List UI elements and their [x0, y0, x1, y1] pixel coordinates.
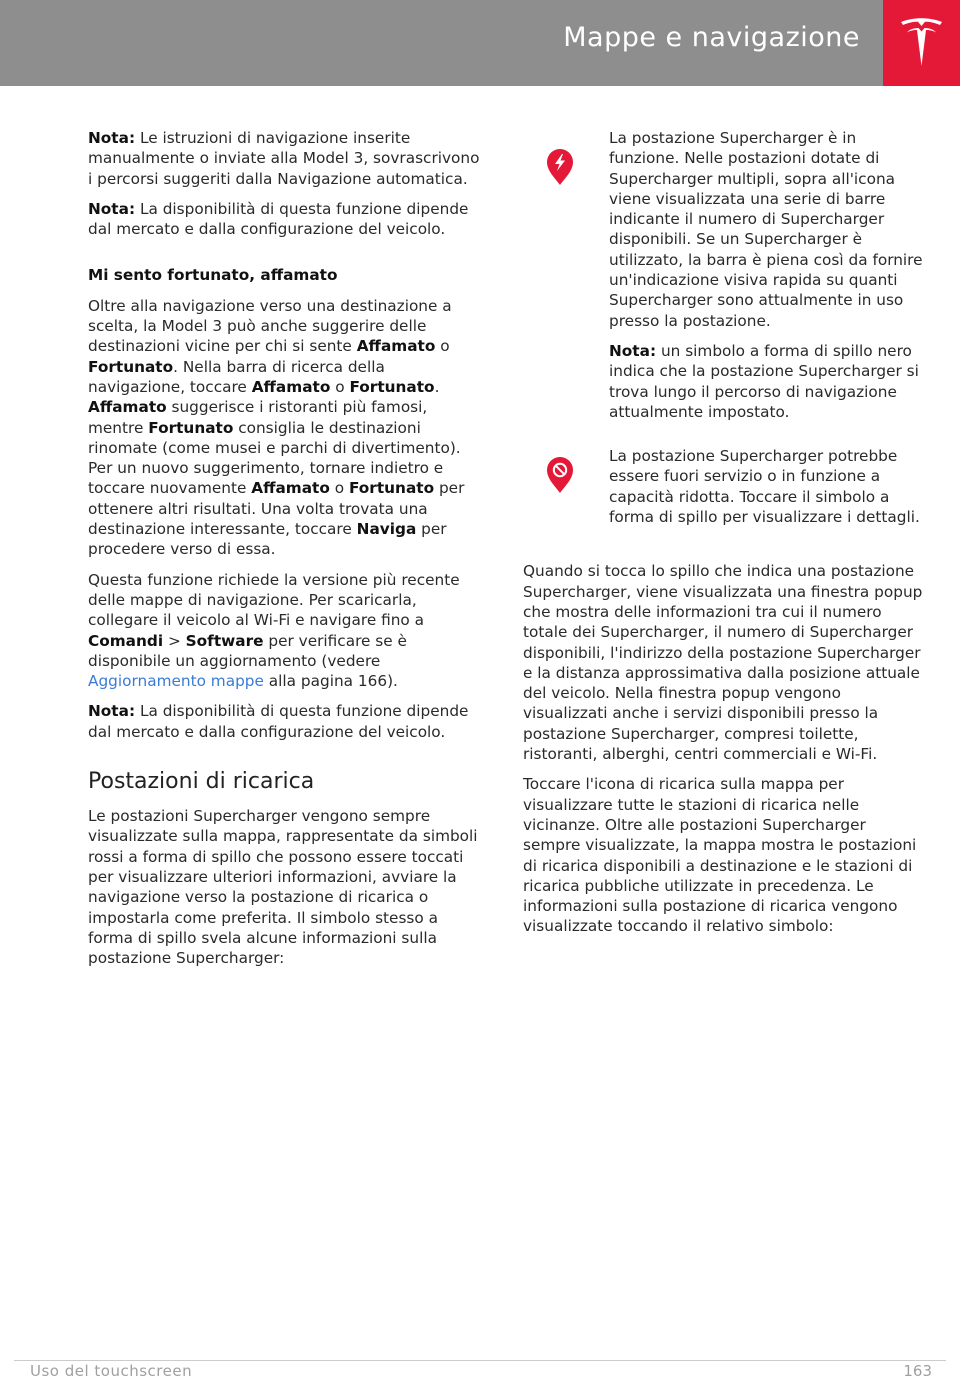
bold-term: Affamato	[88, 398, 167, 417]
note-text: La disponibilità di questa funzione dipende dal mercato e dalla configurazione del veicolo.	[88, 199, 469, 239]
bold-term: Affamato	[356, 337, 436, 356]
bold-term: Software	[185, 631, 264, 650]
note-text: La disponibilità di questa funzione dipende dal mercato e dalla configurazione del veicolo.	[88, 702, 469, 741]
text: o	[435, 337, 450, 356]
icon-text	[609, 446, 923, 537]
text: .	[434, 377, 440, 396]
text: o	[330, 377, 350, 396]
footer-divider	[14, 1360, 946, 1361]
note-paragraph	[88, 128, 480, 189]
text: per procedere verso di essa.	[88, 520, 447, 559]
note-text: un simbolo a forma di spillo nero indica che la postazione Supercharger si trova lungo il percorso di navigazione attualmente impostato.	[609, 341, 919, 421]
note-label: Nota:	[88, 129, 136, 147]
section-title-charging-locations: Postazioni di ricarica	[88, 769, 315, 795]
text: . Nella barra di ricerca della navigazione, toccare	[88, 357, 385, 396]
right-column	[523, 128, 923, 947]
icon-description: La postazione Supercharger è in funzione. Nelle postazioni dotate di Supercharger multipli, sopra all'icona viene visualizzata una serie di barre indicante il numero di Supercharger disponibili. Se un Supercharger è utilizzato, la barra è piena così da fornire un'indicazione visiva rapida su quanti Supercharger sono attualmente in uso presso la postazione.	[609, 129, 923, 330]
icon-description: La postazione Supercharger potrebbe essere fuori servizio o in funzione a capacità ridotta. Toccare il simbolo a forma di spillo per visualizzare i dettagli.	[609, 447, 920, 527]
body-paragraph	[88, 296, 480, 560]
supercharger-pin-icon	[545, 148, 575, 186]
body-paragraph: Quando si tocca lo spillo che indica una postazione Supercharger, viene visualizzata una finestra popup che mostra delle informazioni tra cui il numero totale dei Supercharger, il numero di Supercharger disponibili, l'indirizzo della postazione Supercharger e la distanza approssimativa dalla posizione attuale del veicolo. Nella finestra popup vengono visualizzati anche i servizi disponibili presso la postazione Supercharger, compresi toilette, ristoranti, alberghi, centri commerciali e Wi-Fi.	[523, 562, 923, 764]
icon-description-row	[523, 446, 923, 537]
bold-term: Comandi	[88, 631, 164, 650]
note-paragraph	[609, 341, 923, 422]
body-paragraph	[88, 570, 480, 692]
page-number: 163	[903, 1362, 932, 1380]
text: consiglia le destinazioni rinomate (come musei e parchi di divertimento). Per un nuovo suggerimento, tornare indietro e toccare nuovamente	[88, 418, 461, 498]
bold-term: Affamato	[251, 377, 331, 396]
footer-section-name: Uso del touchscreen	[30, 1362, 193, 1380]
bold-term: Affamato	[251, 479, 330, 498]
text: alla pagina 166).	[263, 672, 398, 691]
icon-description-row	[523, 128, 923, 432]
chapter-title: Mappe e navigazione	[563, 22, 860, 53]
text: per ottenere altri risultati. Una volta trovata una destinazione interessante, toccare	[88, 479, 465, 539]
body-paragraph: Le postazioni Supercharger vengono sempre visualizzate sulla mappa, rappresentate da simboli rossi a forma di spillo che possono essere toccati per visualizzare ulteriori informazioni, avviare la navigazione verso la postazione di ricarica o impostarla come preferita. Il simbolo stesso a forma di spillo svela alcune informazioni sulla postazione Supercharger:	[88, 807, 478, 968]
bold-term: Fortunato	[88, 357, 174, 376]
note-paragraph	[88, 199, 480, 240]
note-label: Nota:	[609, 341, 657, 360]
text: Questa funzione richiede la versione più recente delle mappe di navigazione. Per scaricarla, collegare il veicolo al Wi-Fi e navigare fino a	[88, 570, 460, 630]
bold-term: Naviga	[356, 520, 417, 539]
subheading-lucky-hungry: Mi sento fortunato, affamato	[88, 266, 338, 285]
supercharger-limited-pin-icon	[545, 456, 575, 494]
brand-logo-box	[883, 0, 960, 86]
text: Oltre alla navigazione verso una destinazione a scelta, la Model 3 può anche suggerire delle destinazioni vicine per chi si sente	[88, 296, 452, 356]
text: o	[329, 479, 349, 498]
body-paragraph: Toccare l'icona di ricarica sulla mappa per visualizzare tutte le stazioni di ricarica nelle vicinanze. Oltre alle postazioni Supercharger sempre visualizzate, la mappa mostra le postazioni di ricarica disponibili a destinazione e le stazioni di ricarica pubbliche utilizzate in precedenza. Le informazioni sulla postazione di ricarica vengono visualizzate toccando il relativo simbolo:	[523, 775, 917, 936]
note-label: Nota:	[88, 702, 136, 721]
bold-term: Fortunato	[348, 479, 435, 498]
text: suggerisce i ristoranti più famosi, mentre	[88, 398, 428, 437]
note-paragraph	[88, 701, 480, 742]
bold-term: Fortunato	[349, 377, 435, 396]
bold-term: Fortunato	[148, 418, 234, 437]
icon-text	[609, 128, 923, 432]
page-header	[0, 0, 960, 86]
text: >	[163, 631, 186, 650]
note-label: Nota:	[88, 199, 136, 218]
left-column	[88, 128, 480, 978]
tesla-logo-icon	[899, 16, 944, 68]
note-text: Le istruzioni di navigazione inserite manualmente o inviate alla Model 3, sovrascrivono i percorsi suggeriti dalla Navigazione automatica.	[88, 129, 480, 188]
map-update-link[interactable]: Aggiornamento mappe	[88, 672, 264, 691]
text: per verificare se è disponibile un aggiornamento (vedere	[88, 631, 407, 670]
